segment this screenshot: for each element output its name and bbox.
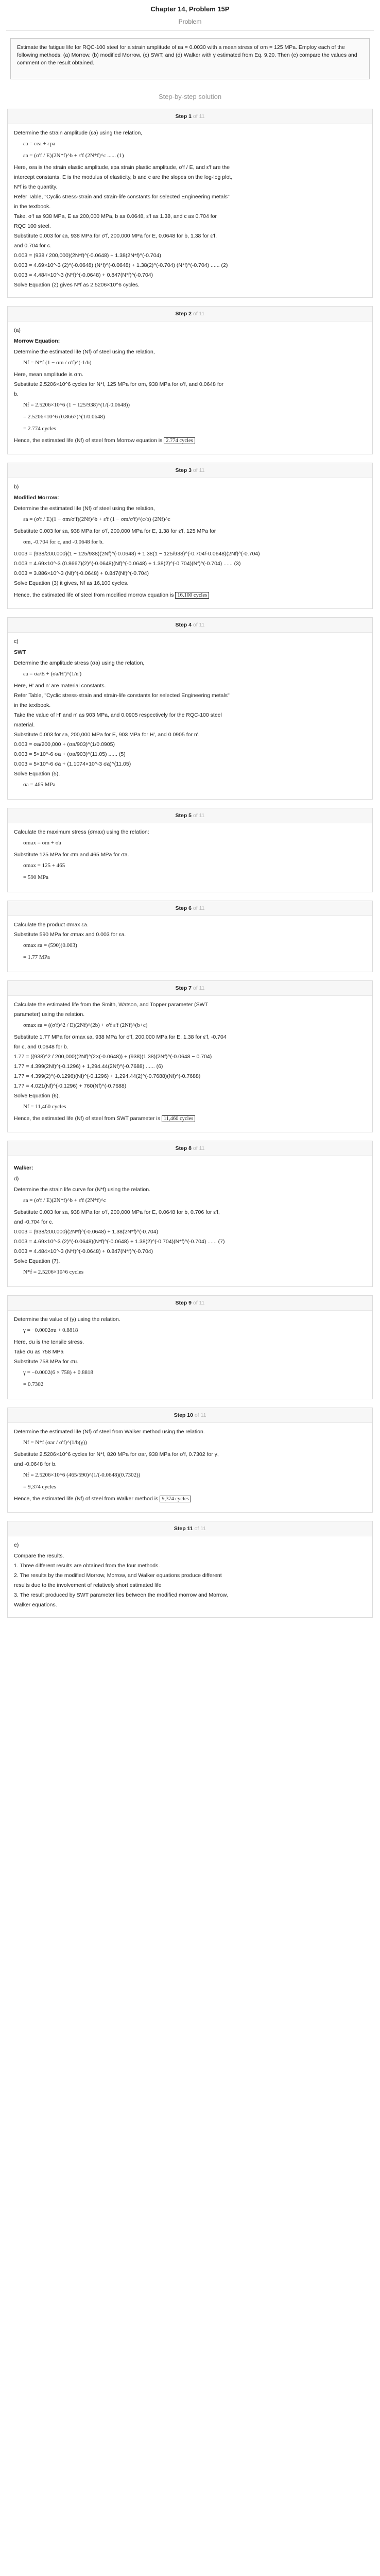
step-header (8, 1408, 372, 1423)
result-text: Hence, the estimated life (Nf) of steel from Morrow equation is (14, 437, 164, 444)
text-line: and -0.0648 for b. (14, 1461, 57, 1467)
step-count: of 11 (193, 1145, 205, 1151)
step-header (8, 808, 372, 823)
text-line: Determine the value of (γ) using the relation. (14, 1316, 120, 1323)
text-line: Determine the amplitude stress (σa) using the relation, (14, 660, 145, 666)
text-line: Calculate the estimated life from the Smith, Watson, and Topper parameter (SWT (14, 1002, 208, 1008)
section-label: c) (14, 638, 19, 645)
step-header (8, 1296, 372, 1311)
equation-line: N*f = 2.5206×10^6 cycles (23, 1269, 84, 1275)
text-line: b. (14, 391, 19, 397)
result-line (14, 1115, 366, 1123)
step-body (8, 1156, 372, 1286)
equation-line: εa = (σ'f / E)(1 − σm/σ'f)(2Nf)^b + ε'f (1 − σm/σ'f)^(c/b) (2Nf)^c (23, 516, 170, 522)
equation-line: σm, -0.704 for c, and -0.0648 for b. (23, 539, 104, 545)
text-line: and 0.704 for c. (14, 243, 51, 249)
text-line: Take σu as 758 MPa (14, 1349, 64, 1355)
step-card (7, 1408, 373, 1513)
step-header (8, 901, 372, 916)
text-line: Solve Equation (5). (14, 771, 60, 777)
equation-line: σmax = 125 + 465 (23, 862, 65, 869)
result-line (14, 437, 366, 445)
text-line: 2. The results by the modified Morrow, Morrow, and Walker equations produce different (14, 1572, 222, 1579)
step-count: of 11 (193, 1300, 205, 1306)
step-count: of 11 (194, 1412, 206, 1418)
text-line: Determine the strain life curve for (N*f) using the relation. (14, 1187, 150, 1193)
step-header (8, 463, 372, 478)
section-label: (a) (14, 327, 21, 333)
step-count: of 11 (193, 311, 205, 317)
text-line: Calculate the product σmax εa. (14, 922, 89, 928)
text-line: parameter) using the relation. (14, 1011, 85, 1018)
equation-line: = 2.774 cycles (23, 426, 56, 432)
equation-line: εa = εea + εpa (23, 141, 56, 147)
text-line: Substitute 125 MPa for σm and 465 MPa for σa. (14, 852, 129, 858)
text-line: Substitute 0.003 for εa, 200,000 MPa for E, 903 MPa for H', and 0.0905 for n'. (14, 732, 200, 738)
equation-line: = 9,374 cycles (23, 1484, 56, 1490)
text-line: 0.003 = σa/200,000 + (σa/903)^(1/0.0905) (14, 741, 115, 748)
text-line: Calculate the maximum stress (σmax) using the relation: (14, 829, 149, 835)
text-line: Compare the results. (14, 1553, 64, 1559)
text-line: Here, εea is the strain elastic amplitude, εpa strain plastic amplitude, σ'f / E, and ε'f are the (14, 164, 230, 171)
method-title: SWT (14, 649, 26, 655)
step-header (8, 109, 372, 124)
text-line: Take the value of H' and n' as 903 MPa, and 0.0905 respectively for the RQC-100 steel (14, 712, 222, 718)
step-body (8, 1423, 372, 1512)
text-line: Substitute 1.77 MPa for σmax εa, 938 MPa for σ'f, 200,000 MPa for E, 1.38 for ε'f, -0.704 (14, 1034, 227, 1040)
text-line: Here, H' and n' are material constants. (14, 683, 106, 689)
text-line: 0.003 = 4.69×10^-3 (0.8667)(2)^(-0.0648)(Nf)^(-0.0648) + 1.38(2)^(-0.704)(Nf)^(-0.704) ...... (3) (14, 561, 241, 567)
equation-line: Nf = 2.5206×10^6 (465/590)^(1/(-0.0648)(0.7302)) (23, 1472, 141, 1478)
step-title: Step 4 (175, 622, 193, 628)
step-card (7, 1295, 373, 1399)
text-line: 1. Three different results are obtained from the four methods. (14, 1563, 160, 1569)
step-title: Step 10 (174, 1412, 195, 1418)
result-value: 2.774 cycles (164, 437, 195, 444)
step-count: of 11 (193, 812, 205, 819)
step-title: Step 5 (175, 812, 193, 819)
text-line: Substitute 2.5206×10^6 cycles for N*f, 820 MPa for σar, 938 MPa for σ'f, 0.7302 for γ, (14, 1451, 219, 1458)
text-line: Substitute 758 MPa for σu. (14, 1359, 78, 1365)
equation-line: σmax = σm + σa (23, 840, 61, 846)
equation-line: = 2.5206×10^6 (0.8667)^(1/0.0648) (23, 414, 105, 420)
equation-line: εa = (σ'f / E)(2N*f)^b + ε'f (2N*f)^c (23, 1197, 106, 1204)
text-line: 0.003 = (938/200,000)(2N*f)^(-0.0648) + 1.38(2N*f)^(-0.704) (14, 1229, 159, 1235)
method-title: Morrow Equation: (14, 338, 60, 344)
text-line: results due to the involvement of relatively short estimated life (14, 1582, 162, 1588)
text-line: Determine the estimated life (Nf) of steel using the relation, (14, 349, 155, 355)
chapter-title: Chapter 14, Problem 15P (150, 5, 230, 13)
step-card (7, 463, 373, 609)
text-line: Substitute 0.003 for εa, 938 MPa for σ'f, 200,000 MPa for E, 0.0648 for b, 1.38 for ε'f, (14, 233, 217, 239)
equation-line: = 1.77 MPa (23, 954, 50, 960)
step-card (7, 901, 373, 972)
step-body (8, 916, 372, 972)
result-line (14, 591, 366, 599)
text-line: Refer Table, "Cyclic stress-strain and strain-life constants for selected Engineering metals" (14, 692, 230, 699)
result-text: Hence, the estimated life of steel from modified morrow equation is (14, 592, 176, 598)
text-line: for c, and 0.0648 for b. (14, 1044, 68, 1050)
section-label: b) (14, 484, 19, 490)
text-line: Here, σu is the tensile stress. (14, 1339, 84, 1345)
result-text: Hence, the estimated life (Nf) of steel from Walker method is (14, 1496, 160, 1502)
step-count: of 11 (193, 985, 205, 991)
text-line: 0.003 = 5×10^-6 σa + (1.1074×10^-3 σa)^(11.05) (14, 761, 131, 767)
step-body (8, 996, 372, 1132)
text-line: 0.003 = (938 / 200,000)(2N*f)^(-0.0648) + 1.38(2N*f)^(-0.704) (14, 252, 161, 259)
result-value: 16,100 cycles (175, 592, 209, 599)
text-line: 1.77 = 4.021(Nf)^(-0.1296) + 760(Nf)^(-0.7688) (14, 1083, 127, 1089)
problem-statement: Estimate the fatigue life for RQC-100 steel for a strain amplitude of εa = 0.0030 with a mean stress of σm = 125 MPa. Employ each of the following methods: (a) Morrow, (b) modified Morrow, (c) SWT, and (d) Walker with γ estimated from Eq. 9.20. Then (e) compare the values and comment on the result obtained. (10, 38, 370, 79)
text-line: 1.77 = ((938)^2 / 200,000)(2Nf)^(2×(-0.0648)) + (938)(1.38)(2Nf)^(-0.0648 − 0.704) (14, 1054, 212, 1060)
step-count: of 11 (194, 1526, 206, 1532)
step-title: Step 9 (175, 1300, 193, 1306)
result-line (14, 1495, 366, 1503)
step-header (8, 307, 372, 321)
text-line: Solve Equation (7). (14, 1258, 60, 1264)
result-text: Hence, the estimated life (Nf) of steel from SWT parameter is (14, 1115, 162, 1122)
step-card (7, 109, 373, 298)
step-body (8, 321, 372, 454)
divider (6, 30, 374, 31)
step-body (8, 1536, 372, 1617)
text-line: 0.003 = 4.69×10^-3 (2)^(-0.0648)(N*f)^(-0.0648) + 1.38(2)^(-0.704)(N*f)^(-0.704) ...... (7) (14, 1239, 225, 1245)
text-line: Solve Equation (6). (14, 1093, 60, 1099)
text-line: Substitute 2.5206×10^6 cycles for N*f, 125 MPa for σm, 938 MPa for σ'f, and 0.0648 for (14, 381, 224, 387)
text-line: 0.003 = (938/200,000)(1 − 125/938)(2Nf)^(-0.0648) + 1.38(1 − 125/938)^(-0.704/-0.0648)(2Nf)^(-0.704) (14, 551, 260, 557)
step-count: of 11 (193, 467, 205, 473)
step-title: Step 1 (175, 113, 193, 120)
text-line: Substitute 0.003 for εa, 938 MPa for σ'f, 200,000 MPa for E, 1.38 for ε'f, 125 MPa for (14, 528, 216, 534)
text-line: 0.003 = 3.886×10^-3 (Nf)^(-0.0648) + 0.847(Nf)^(-0.704) (14, 570, 149, 577)
text-line: N*f is the quantity. (14, 184, 58, 190)
text-line: 3. The result produced by SWT parameter lies between the modified morrow and Morrow, (14, 1592, 228, 1598)
text-line: Take, σ'f as 938 MPa, E as 200,000 MPa, b as 0.0648, ε'f as 1.38, and c as 0.704 for (14, 213, 217, 219)
step-body (8, 633, 372, 799)
section-label: d) (14, 1176, 19, 1182)
text-line: Walker equations. (14, 1602, 57, 1608)
text-line: Solve Equation (3) it gives, Nf as 16,100 cycles. (14, 580, 129, 586)
text-line: Refer Table, "Cyclic stress-strain and strain-life constants for selected Engineering metals" (14, 194, 230, 200)
text-line: Substitute 590 MPa for σmax and 0.003 for εa. (14, 931, 126, 938)
step-body (8, 823, 372, 892)
step-count: of 11 (193, 905, 205, 911)
step-title: Step 7 (175, 985, 193, 991)
equation-line: = 0.7302 (23, 1381, 44, 1387)
result-value: 9,374 cycles (160, 1496, 191, 1502)
equation-line: γ = −0.0002(6 × 758) + 0.8818 (23, 1369, 94, 1376)
step-title: Step 11 (174, 1526, 195, 1532)
text-line: intercept constants, E is the modulus of elasticity, b and c are the slopes on the log-log plot, (14, 174, 233, 180)
step-card (7, 306, 373, 454)
step-body (8, 1311, 372, 1399)
result-value: 11,460 cycles (162, 1115, 195, 1122)
text-line: 1.77 = 4.399(2)^(-0.1296)(Nf)^(-0.1296) + 1,294.44(2)^(-0.7688)(Nf)^(-0.7688) (14, 1073, 201, 1079)
equation-line: Nf = 2.5206×10^6 (1 − 125/938)^(1/(-0.0648)) (23, 402, 130, 408)
equation-line: σmax εa = (590)(0.003) (23, 942, 77, 948)
step-header (8, 618, 372, 633)
step-header (8, 981, 372, 996)
step-count: of 11 (193, 622, 205, 628)
step-header (8, 1521, 372, 1536)
text-line: Determine the estimated life (Nf) of steel from Walker method using the relation. (14, 1429, 205, 1435)
equation-line: εa = (σ'f / E)(2N*f)^b + ε'f (2N*f)^c ...... (1) (23, 152, 124, 159)
equation-line: σmax εa = ((σ'f)^2 / E)(2Nf)^(2b) + σ'f ε'f (2Nf)^(b+c) (23, 1022, 148, 1028)
solution-heading: Step-by-step solution (158, 93, 222, 100)
step-header (8, 1141, 372, 1156)
text-line: 0.003 = 5×10^-6 σa + (σa/903)^(11.05) ...... (5) (14, 751, 126, 757)
step-card (7, 1521, 373, 1618)
section-label: e) (14, 1542, 19, 1548)
step-card (7, 617, 373, 800)
text-line: Solve Equation (2) gives N*f as 2.5206×10^6 cycles. (14, 282, 140, 288)
equation-line: σa = 465 MPa (23, 782, 56, 788)
equation-line: Nf = N*f (1 − σm / σ'f)^(-1/b) (23, 360, 92, 366)
text-line: Here, mean amplitude is σm. (14, 371, 83, 378)
step-title: Step 8 (175, 1145, 193, 1151)
method-title: Modified Morrow: (14, 495, 59, 501)
text-line: Determine the strain amplitude (εa) using the relation, (14, 130, 143, 136)
text-line: Substitute 0.003 for εa, 938 MPa for σ'f, 200,000 MPa for E, 0.0648 for b, 0.706 for ε'f, (14, 1209, 220, 1215)
step-title: Step 2 (175, 311, 193, 317)
method-title: Walker: (14, 1165, 33, 1171)
text-line: and -0.704 for c. (14, 1219, 54, 1225)
step-title: Step 6 (175, 905, 193, 911)
text-line: 0.003 = 4.484×10^-3 (N*f)^(-0.0648) + 0.847(N*f)^(-0.704) (14, 1248, 153, 1255)
steps-container (0, 109, 380, 1618)
equation-line: γ = −0.0002σu + 0.8818 (23, 1327, 78, 1333)
problem-label: Problem (178, 18, 202, 25)
step-body (8, 124, 372, 297)
text-line: 0.003 = 4.69×10^-3 (2)^(-0.0648) (N*f)^(-0.0648) + 1.38(2)^(-0.704) (N*f)^(-0.704) ...... (2) (14, 262, 228, 268)
step-count: of 11 (193, 113, 205, 120)
equation-line: εa = σa/E + (σa/H')^(1/n') (23, 671, 82, 677)
step-card (7, 980, 373, 1132)
text-line: 0.003 = 4.484×10^-3 (N*f)^(-0.0648) + 0.847(N*f)^(-0.704) (14, 272, 153, 278)
step-title: Step 3 (175, 467, 193, 473)
text-line: Determine the estimated life (Nf) of steel using the relation, (14, 505, 155, 512)
step-card (7, 808, 373, 892)
text-line: 1.77 = 4.399(2Nf)^(-0.1296) + 1,294.44(2Nf)^(-0.7688) ...... (6) (14, 1063, 163, 1070)
step-card (7, 1141, 373, 1287)
equation-line: Nf = 11,460 cycles (23, 1104, 66, 1110)
text-line: in the textbook. (14, 702, 51, 708)
text-line: material. (14, 722, 35, 728)
equation-line: Nf = N*f (σar / σ'f)^(1/b(γ)) (23, 1439, 87, 1446)
text-line: RQC 100 steel. (14, 223, 51, 229)
equation-line: = 590 MPa (23, 874, 48, 880)
text-line: in the textbook. (14, 204, 51, 210)
step-body (8, 478, 372, 608)
